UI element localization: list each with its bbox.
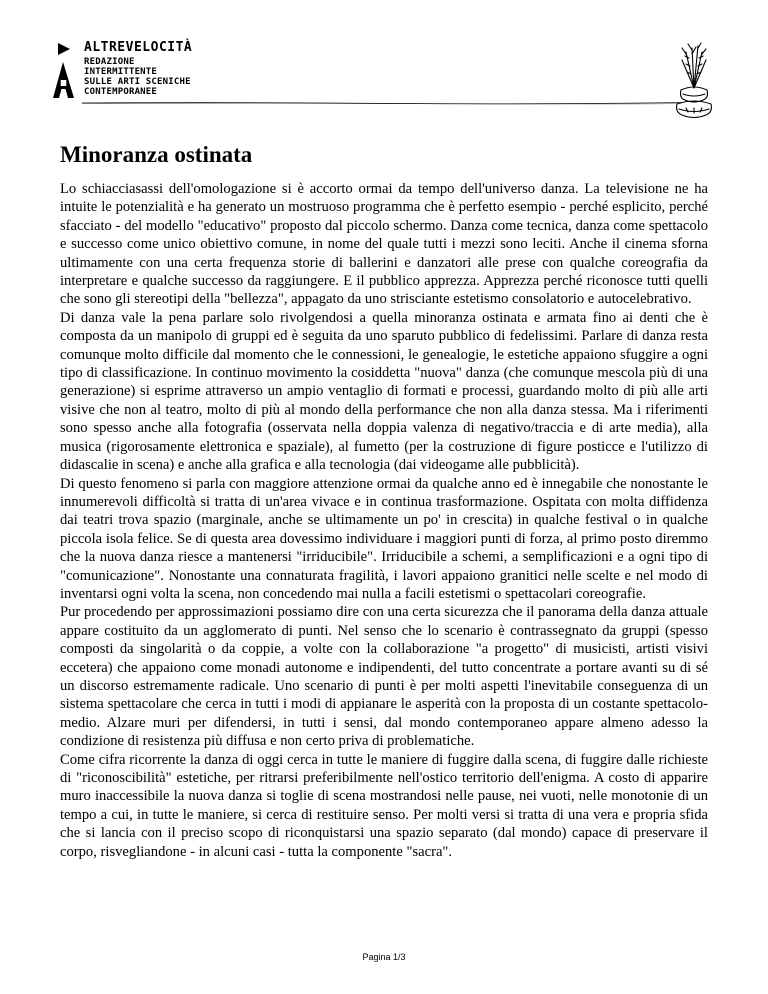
article-title: Minoranza ostinata [60,142,253,167]
altrevelocita-logo-icon [48,40,78,100]
logo-subtitle-line: CONTEMPORANEE [84,87,158,97]
article-paragraph: Di questo fenomeno si parla con maggiore attenzione ormai da qualche anno ed è innegabile che nonostante le innumerevoli difficoltà si tratta di un'area vivace e in continua trasformazione. Ospitata con molta diffidenza dai teatri trova spazio (marginale, anche se ultimamente un po' in crescita) in qualche festival o in qualche piccola isola felice. Se di questa area dovessimo individuare i maggiori punti di forza, al primo posto diremmo che la nuova danza riesce a mantenersi "irriducibile". Irriducibile a schemi, a semplificazioni e a ogni tipo di "comunicazione". Nonostante una connaturata fragilità, i lavori appaiono granitici nelle scelte e nel modo di inventarsi ogni volta la scena, non concedendo mai nulla a facili estetismi o spettacolari coreografie. [60,475,708,602]
feather-illustration-icon [668,38,720,124]
article-paragraph: Pur procedendo per approssimazioni possiamo dire con una certa sicurezza che il panorama della danza attuale appare costituito da un agglomerato di punti. Nel senso che lo scenario è contrassegnato da gruppi (spesso composti da singolarità o da coppie, a volte con la collaborazione "a progetto" di musicisti, artisti visivi eccetera) che appaiono come monadi autonome e indipendenti, del tutto concentrate a portare avanti su di sé un discorso estremamente radicale. Uno scenario di punti è per molti aspetti l'inevitabile conseguenza di un sistema spettacolare che cerca in tutti i modi di appianare le asperità con la proposta di un costante spettacolo-medio. Alzare muri per difendersi, in tutti i sensi, dal mondo contemporaneo appare almeno adesso la condizione di resistenza più diffusa e non certo priva di problematiche. [60,604,708,750]
article-paragraph: Come cifra ricorrente la danza di oggi cerca in tutte le maniere di fuggire dalla scena, di fuggire dalle richieste di "riconoscibilità" estetiche, per ritrarsi preferibilmente nell'ostico territorio dell'enigma. A costo di apparire muro inaccessibile la nuova danza si toglie di scena mostrandosi nelle pause, nei vuoti, nelle monotonie di un tempo a cui, in tutte le maniere, si cerca di restituire senso. Per molti versi si tratta di una vera e propria sfida che si lancia con il preciso scopo di riconquistarsi una spazio separato (dal mondo) capace di preservare il corpo, risvegliandone - in alcuni casi - tutta la componente "sacra". [60,751,708,860]
logo-subtitle-line: SULLE ARTI SCENICHE [84,77,191,87]
logo-name: ALTREVELOCITÀ [84,40,193,55]
logo-subtitle-line: REDAZIONE [84,57,135,67]
article-paragraph: Lo schiacciasassi dell'omologazione si è accorto ormai da tempo dell'universo danza. La televisione ne ha intuite le potenzialità e ha generato un mostruoso programma che è perfetto esempio - perché esplicito, perché sfacciato - del modello "educativo" proposto dal piccolo schermo. Danza come tecnica, danza come spettacolo e successo come unico obiettivo comune, in nome del quale tutti i mezzi sono leciti. Anche il cinema sforna ultimamente con una certa frequenza storie di ballerini e danzatori alle prese con qualche coreografia da interpretare e qualche successo da raggiungere. E il pubblico apprezza. Apprezza perché riconosce tutti quelli che sono gli stereotipi della "bellezza", appagato da uno strisciante estetismo consolatorio e autocelebrativo. [60,181,708,308]
article-paragraph: Di danza vale la pena parlare solo rivolgendosi a quella minoranza ostinata e armata fino ai denti che è composta da un manipolo di gruppi ed è seguita da uno sparuto pubblico di fedelissimi. Parlare di danza resta comunque molto difficile dal momento che le connessioni, le genealogie, le estetiche appaiono sfuggire a ogni tipo di classificazione. In continuo movimento la cosiddetta "nuova" danza (che comunque mescola più di una generazione) si esprime attraverso un ampio ventaglio di formati e processi, guardando molto di più alle arti visive che non al teatro, molto di più al mondo della performance che non alla danza stessa. Ma i riferimenti sono spesso anche alla fotografia (osservata nella doppia valenza di negativo/traccia e di arte media), alla musica (rigorosamente elettronica e spaziale), al fumetto (per la costruzione di figure posticce e l'utilizzo di didascalie in scena) e anche alla grafica e alla tecnologia (dai videogame alle pubblicità). [60,309,708,474]
article-body [60,180,708,861]
page-number: Pagina 1/3 [362,952,406,962]
logo-subtitle [84,57,191,97]
logo-subtitle-line: INTERMITTENTE [84,67,158,77]
page-header [0,0,768,120]
header-divider [82,100,682,106]
